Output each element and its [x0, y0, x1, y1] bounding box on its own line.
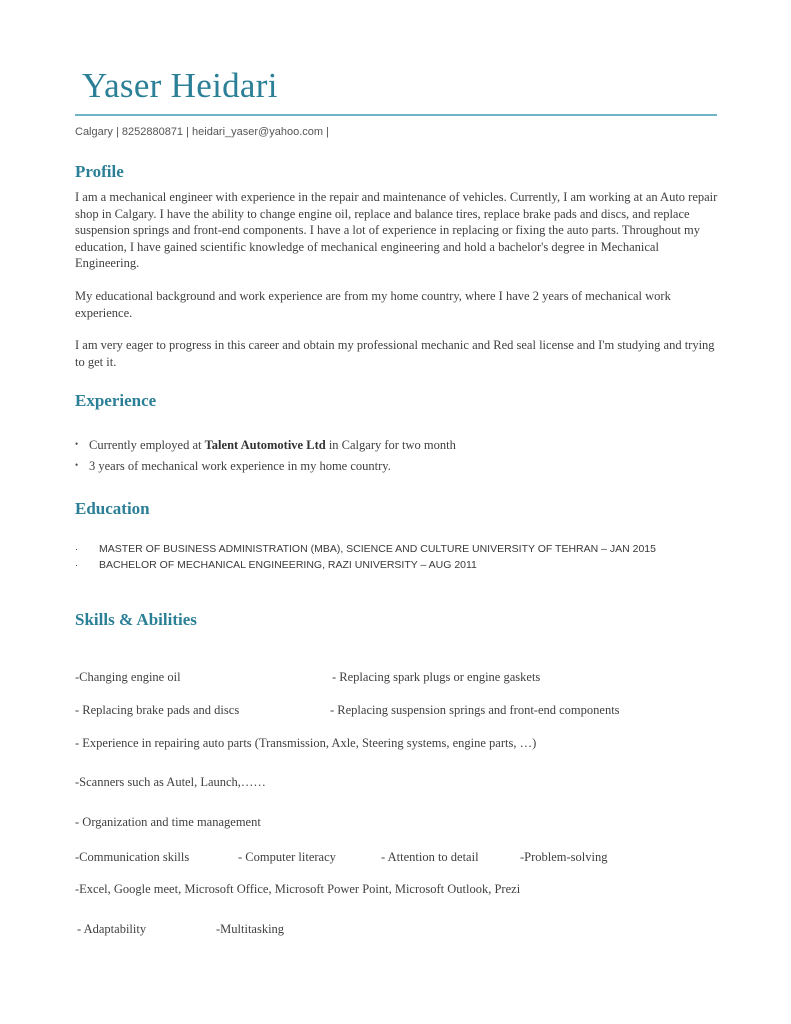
skill-item: - Organization and time management — [75, 815, 261, 829]
education-item — [75, 559, 477, 571]
skill-item: - Computer literacy — [238, 850, 336, 864]
experience-heading: Experience — [75, 391, 157, 410]
profile-heading: Profile — [75, 162, 124, 181]
skill-item: -Changing engine oil — [75, 670, 181, 684]
bullet-icon: · — [75, 544, 78, 554]
employer-name: Talent Automotive Ltd — [204, 438, 326, 452]
experience-item-text: in Calgary for two month — [325, 438, 456, 452]
skill-item: -Multitasking — [216, 922, 285, 936]
skill-item: -Communication skills — [75, 850, 190, 864]
skill-item: - Replacing spark plugs or engine gaskets — [332, 670, 541, 684]
skill-item: - Attention to detail — [381, 850, 479, 864]
skill-item: -Scanners such as Autel, Launch,…… — [75, 775, 266, 789]
education-item-text: BACHELOR OF MECHANICAL ENGINEERING, RAZI UNIVERSITY – AUG 2011 — [99, 559, 477, 571]
skill-item: - Adaptability — [77, 922, 147, 936]
bullet-icon: • — [75, 460, 79, 470]
education-item — [75, 543, 656, 555]
contact-line: Calgary | 8252880871 | heidari_yaser@yahoo.com | — [75, 126, 329, 138]
header-divider — [75, 114, 717, 116]
profile-paragraph-2: My educational background and work experience are from my home country, where I have 2 years of mechanical work experience. — [75, 289, 671, 320]
resume-name: Yaser Heidari — [82, 66, 278, 105]
education-heading: Education — [75, 499, 150, 518]
profile-paragraph-1: I am a mechanical engineer with experience in the repair and maintenance of vehicles. Currently, I am working at an Auto repair shop in Calgary. I have the ability to change engine oil, replace and balance tires, replace brake pads and discs, and replace suspension springs and front-end components. I have a lot of experience in replacing or fixing the auto parts. Throughout my education, I have gained scientific knowledge of mechanical engineering and hold a bachelor's degree in Mechanical Engineering. — [75, 190, 718, 270]
education-item-text: MASTER OF BUSINESS ADMINISTRATION (MBA), SCIENCE AND CULTURE UNIVERSITY OF TEHRAN – JAN 2015 — [99, 543, 656, 555]
skill-item: -Excel, Google meet, Microsoft Office, Microsoft Power Point, Microsoft Outlook, Prezi — [75, 882, 521, 896]
experience-item — [75, 438, 456, 453]
skill-item: - Experience in repairing auto parts (Transmission, Axle, Steering systems, engine parts, …) — [75, 736, 537, 750]
experience-item — [75, 459, 391, 474]
skill-item: - Replacing suspension springs and front-end components — [330, 703, 620, 717]
skill-item: -Problem-solving — [520, 850, 608, 864]
skills-heading: Skills & Abilities — [75, 610, 197, 629]
bullet-icon: • — [75, 439, 79, 449]
experience-item-text: 3 years of mechanical work experience in my home country. — [89, 459, 391, 473]
profile-paragraph-3: I am very eager to progress in this career and obtain my professional mechanic and Red seal license and I'm studying and trying to get it. — [75, 338, 715, 369]
bullet-icon: · — [75, 560, 78, 570]
experience-item-text: Currently employed at — [89, 438, 205, 452]
skill-item: - Replacing brake pads and discs — [75, 703, 240, 717]
